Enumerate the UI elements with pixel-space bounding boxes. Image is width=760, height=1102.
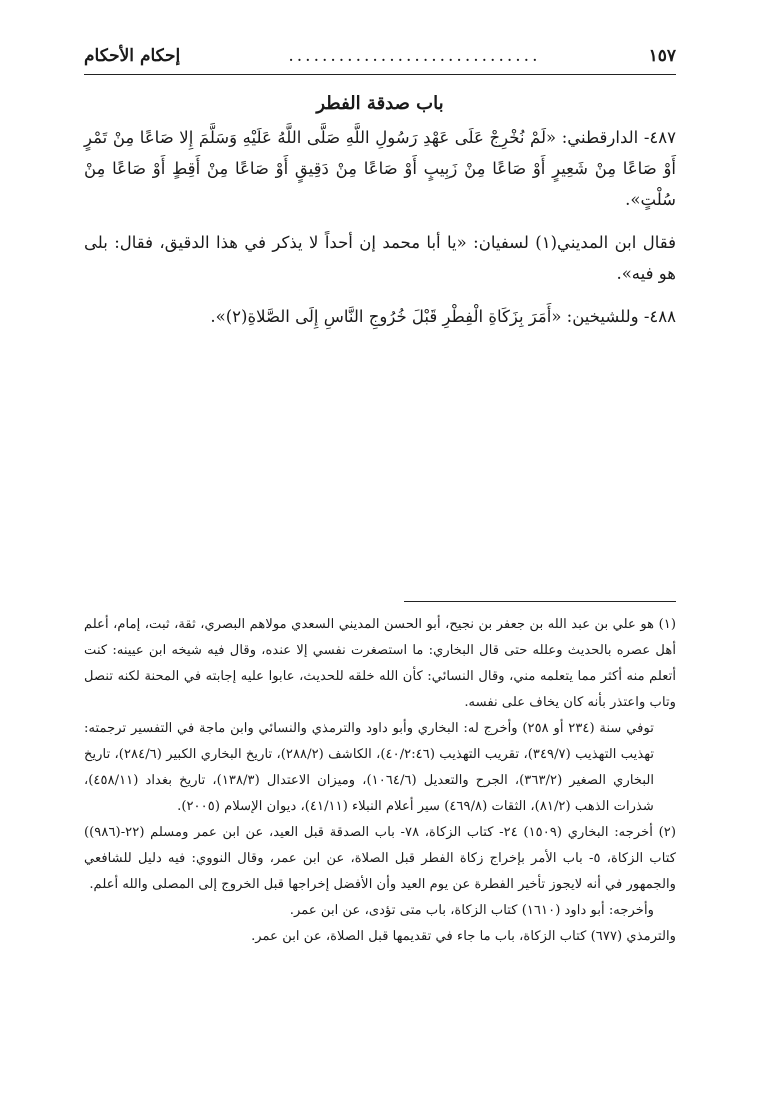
footnote-1: (١) هو علي بن عبد الله بن جعفر بن نجيح، أبو الحسن المديني السعدي مولاهم البصري، ثقة، ثبت، إمام، أعلم أهل عصره بالحديث وعلله حتى قال البخاري: ما استصغرت نفسي إلا عنده، وقال فيه شيخه ابن عيينه: كنت أتعلم منه أكثر مما يتعلمه مني، وقال النسائي: كأن الله خلقه للحديث، عابوا عليه إجابته في المحنة لكنه تنصل وتاب واعتذر بأنه كان يخاف على نفسه.	[84, 617, 676, 710]
main-text	[84, 122, 676, 344]
footnote-2-tirmidhi: والترمذي (٦٧٧) كتاب الزكاة، باب ما جاء في تقديمها قبل الصلاة، عن ابن عمر.	[251, 929, 676, 944]
footnote-2: (٢) أخرجه: البخاري (١٥٠٩) ٢٤- كتاب الزكاة، ٧٨- باب الصدقة قبل العيد، عن ابن عمر ومسلم (٢٢-(٩٨٦)) كتاب الزكاة، ٥- باب الأمر بإخراج زكاة الفطر قبل الصلاة، عن ابن عمر، وقال النووي: فيه دليل للشافعي والجمهور في أنه لايجوز تأخير الفطرة عن يوم العيد وأن الأفضل إخراجها قبل الخروج إلى المصلى والله أعلم.	[84, 825, 676, 892]
running-header	[84, 38, 676, 75]
footnotes	[84, 612, 676, 950]
book-title: إحكام الأحكام	[84, 46, 181, 66]
footnote-1-sources: توفي سنة (٢٣٤ أو ٢٥٨) وأخرج له: البخاري وأبو داود والترمذي والنسائي وابن ماجة في التفسير ترجمته: تهذيب التهذيب (٣٤٩/٧)، تقريب التهذيب (٤٠/٢:٤٦)، الكاشف (٢٨٨/٢)، تاريخ البخاري الكبير (٢٨٤/٦)، تاريخ البخاري الصغير (٣٦٣/٢)، الجرح والتعديل (١٠٦٤/٦)، وميزان الاعتدال (١٣٨/٣)، تاريخ بغداد (٤٥٨/١١)، شذرات الذهب (٨١/٢)، الثقات (٤٦٩/٨) سير أعلام النبلاء (٤١/١١)، ديوان الإسلام (٢٠٠٥).	[84, 721, 655, 814]
ibn-madini-remark: فقال ابن المديني(١) لسفيان: «يا أبا محمد إن أحداً لا يذكر في هذا الدقيق، فقال: بلى هو فيه».	[84, 233, 676, 283]
footnote-2-abu-dawud: وأخرجه: أبو داود (١٦١٠) كتاب الزكاة، باب متى تؤدى، عن ابن عمر.	[289, 903, 654, 918]
footnote-separator	[404, 601, 676, 602]
page-number: ١٥٧	[648, 46, 676, 66]
header-dots: ..............................	[288, 46, 541, 66]
chapter-title: باب صدقة الفطر	[316, 93, 444, 114]
hadith-487: ٤٨٧- الدارقطني: «لَمْ نُخْرِجْ عَلَى عَهْدِ رَسُولِ اللَّهِ صَلَّى اللَّهُ عَلَيْهِ وَسَلَّمَ إِلا صَاعًا مِنْ تَمْرٍ أَوْ صَاعًا مِنْ شَعِيرٍ أَوْ صَاعًا مِنْ زَبِيبٍ أَوْ صَاعًا مِنْ دَقِيقٍ أَوْ صَاعًا مِنْ أَقِطٍ أَوْ صَاعًا مِنْ سُلْتٍ».	[84, 128, 676, 209]
hadith-488: ٤٨٨- وللشيخين: «أَمَرَ بِزَكَاةِ الْفِطْرِ قَبْلَ خُرُوجِ النَّاسِ إِلَى الصَّلاةِ(٢)».	[210, 307, 676, 326]
